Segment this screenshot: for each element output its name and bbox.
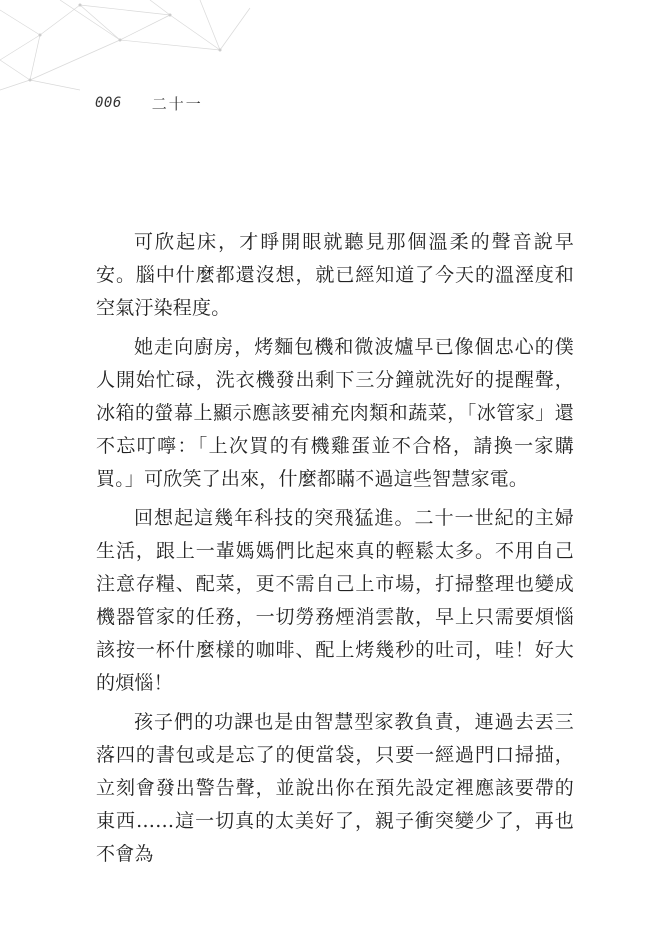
paragraph: 她走向廚房，烤麵包機和微波爐早已像個忠心的僕人開始忙碌，洗衣機發出剩下三分鐘就洗好的提醒聲，冰箱的螢幕上顯示應該要補充肉類和蔬菜，「冰管家」還不忘叮嚀：「上次買的有機雞蛋並不合格，請換一家購買。」可欣笑了出來，什麼都瞞不過這些智慧家電。 <box>96 336 574 490</box>
page-header <box>95 93 203 113</box>
paragraph: 回想起這幾年科技的突飛猛進。二十一世紀的主婦生活，跟上一輩媽媽們比起來真的輕鬆太多。不用自己注意存糧、配菜，更不需自己上市場，打掃整理也變成機器管家的任務，一切勞務煙消雲散，早上只需要煩惱該按一杯什麼樣的咖啡、配上烤幾秒的吐司，哇！好大的煩惱！ <box>96 507 574 694</box>
page-number: 006 <box>95 95 122 111</box>
chapter-title: 二十一 <box>151 94 203 113</box>
network-line-decoration <box>0 0 260 100</box>
paragraph: 可欣起床，才睜開眼就聽見那個溫柔的聲音說早安。腦中什麼都還沒想，就已經知道了今天的溫溼度和空氣汙染程度。 <box>96 231 574 319</box>
body-text <box>96 226 574 877</box>
paragraph: 孩子們的功課也是由智慧型家教負責，連過去丟三落四的書包或是忘了的便當袋，只要一經過門口掃描，立刻會發出警告聲，並說出你在預先設定裡應該要帶的東西……這一切真的太美好了，親子衝突變少了，再也不會為 <box>96 711 574 865</box>
